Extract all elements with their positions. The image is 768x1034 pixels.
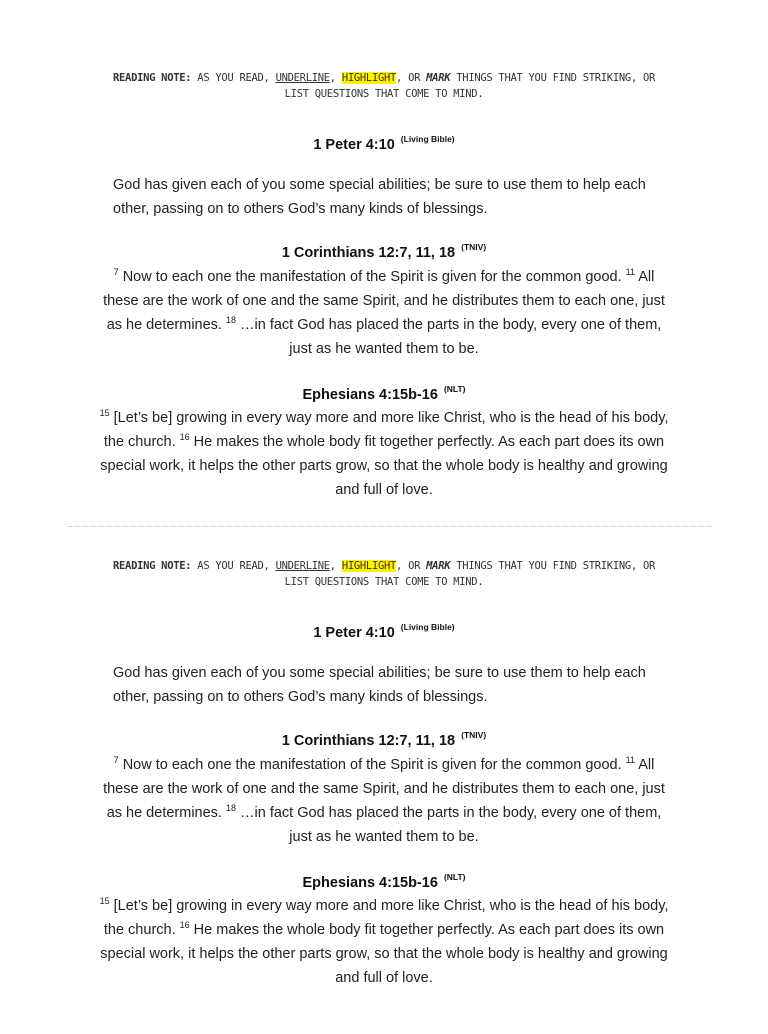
reading-note-mark: MARK [426, 560, 451, 572]
reference-title: Ephesians 4:15b-16 [302, 875, 438, 891]
verse-text: He makes the whole body fit together perfectly. As each part does its own special work, it helps the other parts grow, so that the whole body is healthy and growing and full of love. [100, 434, 668, 498]
verse-text: He makes the whole body fit together perfectly. As each part does its own special work, it helps the other parts grow, so that the whole body is healthy and growing and full of love. [100, 922, 668, 986]
reading-note [100, 70, 668, 102]
reference-title: 1 Corinthians 12:7, 11, 18 [281, 245, 456, 261]
reading-note-lead: READING NOTE: [113, 72, 192, 84]
verse-number: 11 [625, 267, 635, 277]
verse-number: 15 [99, 408, 110, 418]
verse-text-corinthians [96, 265, 672, 361]
translation-label: (NLT) [443, 384, 466, 394]
reading-note [100, 558, 668, 590]
verse-number: 11 [625, 755, 635, 765]
verse-reference-ephesians [0, 384, 768, 403]
reading-note-text: THINGS THAT YOU FIND STRIKING, OR LIST QUESTIONS THAT COME TO MIND. [284, 72, 655, 100]
reading-note-mark: MARK [426, 72, 451, 84]
reading-note-text: , OR [396, 72, 427, 84]
translation-label: (NLT) [443, 872, 466, 882]
reference-title: 1 Peter 4:10 [313, 625, 395, 641]
verse-number: 7 [113, 755, 119, 765]
reading-note-text: , OR [396, 560, 427, 572]
verse-text: All these are the work of one and the same Spirit, and he distributes them to each one, just as he determines. [103, 269, 665, 333]
verse-text: …in fact God has placed the parts in the body, every one of them, just as he wanted them to be. [236, 317, 662, 357]
verse-number: 18 [225, 803, 236, 813]
verse-text: [Let’s be] growing in every way more and more like Christ, who is the head of his body, the church. [103, 898, 669, 938]
verse-reference-ephesians [0, 872, 768, 891]
translation-label: (Living Bible) [400, 134, 455, 144]
verse-text-peter: God has given each of you some special abilities; be sure to use them to help each other, passing on to others God’s many kinds of blessings. [113, 665, 646, 705]
verse-text: [Let’s be] growing in every way more and more like Christ, who is the head of his body, the church. [103, 410, 669, 450]
verse-text-corinthians [96, 753, 672, 849]
verse-text-peter: God has given each of you some special abilities; be sure to use them to help each other, passing on to others God’s many kinds of blessings. [113, 177, 646, 217]
reading-note-text: AS YOU READ, [191, 560, 276, 572]
verse-number: 7 [113, 267, 119, 277]
handout-section-bottom [0, 554, 768, 1034]
verse-number: 16 [179, 920, 190, 930]
reading-note-text: AS YOU READ, [191, 72, 276, 84]
verse-reference-corinthians [0, 242, 768, 261]
verse-text: …in fact God has placed the parts in the body, every one of them, just as he wanted them to be. [236, 805, 662, 845]
verse-reference-peter [0, 622, 768, 641]
verse-text-ephesians [96, 894, 672, 990]
reading-note-highlight: HIGHLIGHT [341, 560, 397, 572]
reading-note-highlight: HIGHLIGHT [341, 72, 397, 84]
verse-number: 18 [225, 315, 236, 325]
reference-title: Ephesians 4:15b-16 [302, 387, 438, 403]
reading-note-lead: READING NOTE: [113, 560, 192, 572]
verse-reference-peter [0, 134, 768, 153]
reference-title: 1 Peter 4:10 [313, 137, 395, 153]
reading-note-text: , [329, 560, 342, 572]
reading-note-text: , [329, 72, 342, 84]
translation-label: (TNIV) [461, 730, 487, 740]
verse-number: 16 [179, 432, 190, 442]
reading-note-underline: UNDERLINE [275, 560, 330, 572]
verse-number: 15 [99, 896, 110, 906]
verse-text-ephesians [96, 406, 672, 502]
translation-label: (TNIV) [461, 242, 487, 252]
verse-text: Now to each one the manifestation of the Spirit is given for the common good. [118, 757, 626, 773]
reading-note-underline: UNDERLINE [275, 72, 330, 84]
handout-section-top [0, 66, 768, 546]
verse-text: All these are the work of one and the same Spirit, and he distributes them to each one, just as he determines. [103, 757, 665, 821]
verse-reference-corinthians [0, 730, 768, 749]
reference-title: 1 Corinthians 12:7, 11, 18 [281, 733, 456, 749]
reading-note-text: THINGS THAT YOU FIND STRIKING, OR LIST QUESTIONS THAT COME TO MIND. [284, 560, 655, 588]
translation-label: (Living Bible) [400, 622, 455, 632]
verse-text: Now to each one the manifestation of the Spirit is given for the common good. [118, 269, 626, 285]
cut-line-divider [68, 526, 712, 527]
